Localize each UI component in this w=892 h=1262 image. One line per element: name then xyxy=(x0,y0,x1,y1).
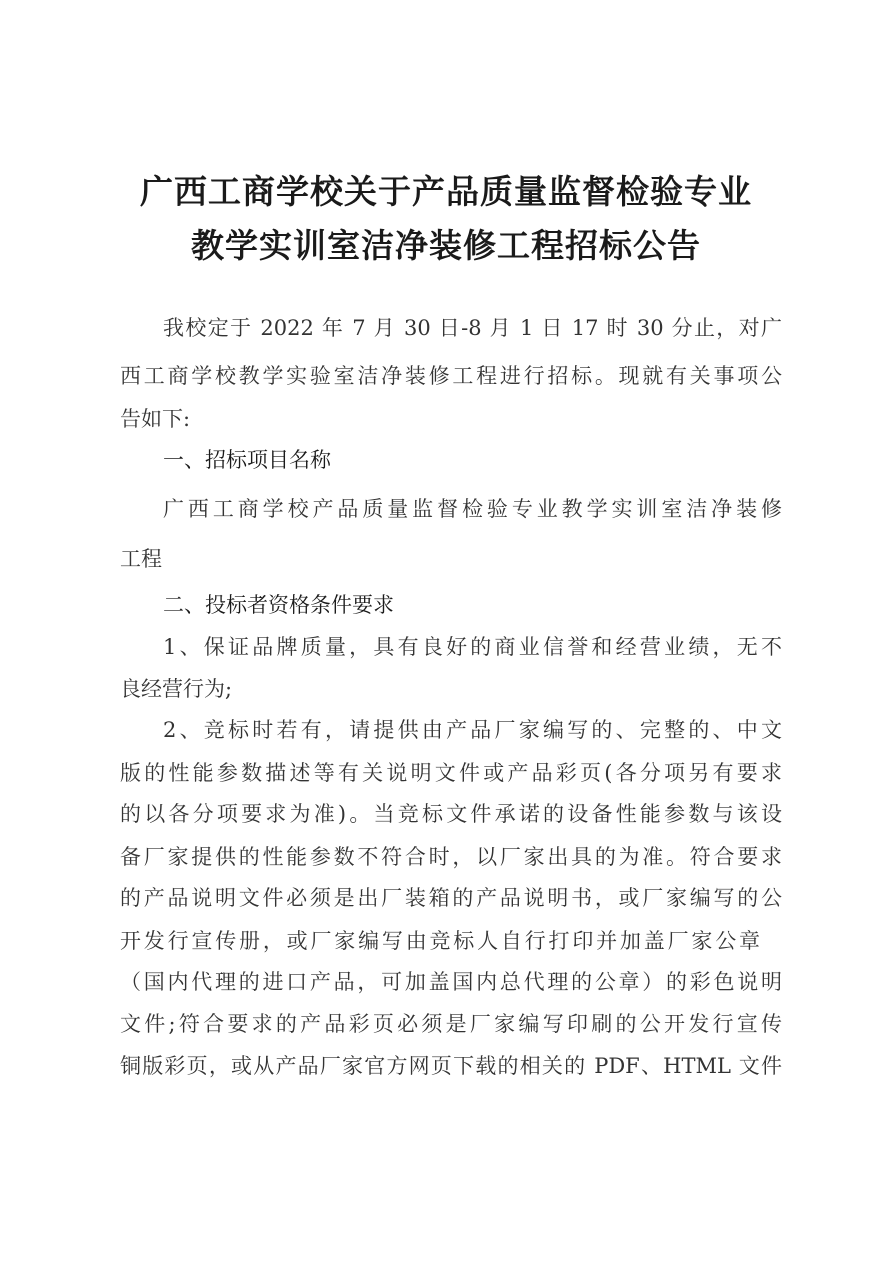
paragraph-line: 我校定于 2022 年 7 月 30 日-8 月 1 日 17 时 30 分止，对广 xyxy=(163,316,782,340)
document-title-line-1: 广西工商学校关于产品质量监督检验专业 xyxy=(140,172,752,211)
paragraph-line: （国内代理的进口产品，可加盖国内总代理的公章）的彩色说明 xyxy=(120,970,782,994)
paragraph-line: 的以各分项要求为准)。当竞标文件承诺的设备性能参数与该设 xyxy=(120,802,782,826)
paragraph-line: 良经营行为; xyxy=(120,677,233,701)
paragraph-line: 广西工商学校产品质量监督检验专业教学实训室洁净装修 xyxy=(163,497,782,521)
paragraph-line: 2、竞标时若有，请提供由产品厂家编写的、完整的、中文 xyxy=(163,718,782,742)
section-heading-2: 二、投标者资格条件要求 xyxy=(163,593,394,617)
paragraph-line: 开发行宣传册，或厂家编写由竞标人自行打印并加盖厂家公章 xyxy=(120,929,760,953)
paragraph-line: 备厂家提供的性能参数不符合时，以厂家出具的为准。符合要求 xyxy=(120,845,782,869)
paragraph-line: 告如下: xyxy=(120,407,191,431)
paragraph-line: 文件;符合要求的产品彩页必须是厂家编写印刷的公开发行宣传 xyxy=(120,1012,782,1036)
section-heading-1: 一、招标项目名称 xyxy=(163,448,331,472)
paragraph-line: 铜版彩页，或从产品厂家官方网页下载的相关的 PDF、HTML 文件 xyxy=(120,1054,782,1078)
paragraph-line: 工程 xyxy=(120,547,162,571)
paragraph-line: 版的性能参数描述等有关说明文件或产品彩页(各分项另有要求 xyxy=(120,761,782,785)
document-title-line-2: 教学实训室洁净装修工程招标公告 xyxy=(191,226,701,265)
paragraph-line: 西工商学校教学实验室洁净装修工程进行招标。现就有关事项公 xyxy=(120,364,782,388)
paragraph-line: 1、保证品牌质量，具有良好的商业信誉和经营业绩，无不 xyxy=(163,635,782,659)
paragraph-line: 的产品说明文件必须是出厂装箱的产品说明书，或厂家编写的公 xyxy=(120,886,782,910)
